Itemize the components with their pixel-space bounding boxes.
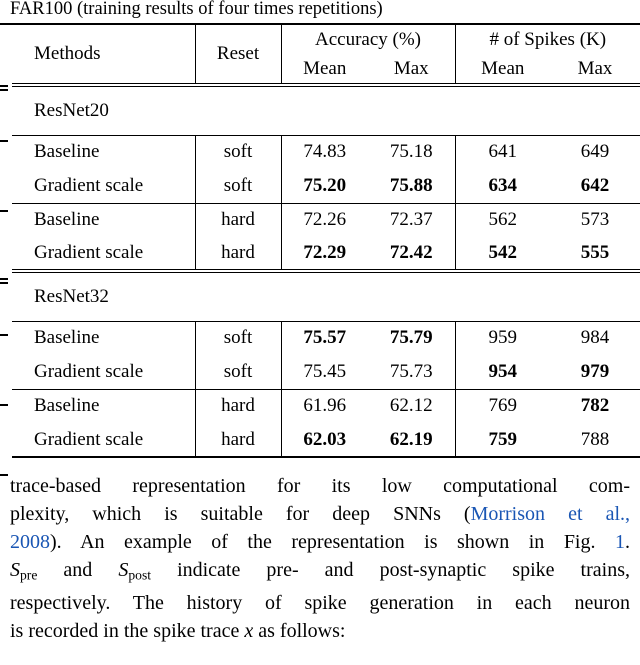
cell-sp-max: 782: [580, 395, 610, 417]
table-row: [12, 389, 640, 423]
cell-reset: hard: [195, 203, 281, 237]
cell-sp-mean: 562: [488, 209, 518, 231]
table-header-row-1: [12, 25, 640, 55]
section-title: ResNet32: [12, 271, 640, 321]
body-line: plexity, which is suitable for deep SNNs (Morrison et al.,: [10, 503, 630, 525]
cell-sp-max: 979: [550, 355, 640, 389]
cell-reset: soft: [195, 169, 281, 203]
body-paragraph: [0, 472, 640, 645]
cell-method: Gradient scale: [12, 237, 195, 271]
cell-sp-max: 573: [580, 209, 610, 231]
section-row-resnet20: [12, 85, 640, 135]
table-row: [12, 355, 640, 389]
left-edge-rule-tick: [0, 278, 8, 284]
cell-sp-mean: 954: [455, 355, 550, 389]
cell-acc-max: 62.12: [368, 389, 455, 423]
header-spikes: # of Spikes (K): [489, 29, 607, 50]
cell-sp-max: 984: [580, 327, 610, 349]
cell-sp-mean: 634: [455, 169, 550, 203]
table-row: [12, 135, 640, 169]
header-accuracy: Accuracy (%): [281, 25, 455, 55]
left-edge-rule-tick: [0, 404, 8, 406]
cell-acc-max: 72.42: [368, 237, 455, 271]
math-subscript: post: [128, 567, 152, 583]
table-caption: FAR100 (training results of four times repetitions): [10, 0, 383, 19]
cell-reset: soft: [195, 321, 281, 355]
math-subscript: pre: [20, 567, 38, 583]
cell-sp-max: 649: [580, 141, 610, 163]
cell-reset: hard: [195, 389, 281, 423]
left-edge-rule-tick: [0, 334, 8, 336]
cell-acc-max: 62.19: [368, 423, 455, 457]
header-reset: Reset: [195, 25, 281, 85]
cell-reset: hard: [195, 423, 281, 457]
body-line: $S_{pre}$ and $S_{post}$ indicate pre- and post-synaptic spike trains,: [10, 559, 630, 583]
cell-sp-mean: 542: [455, 237, 550, 271]
cell-method: Gradient scale: [12, 169, 195, 203]
cell-method: Gradient scale: [12, 423, 195, 457]
cell-acc-mean: 72.29: [281, 237, 368, 271]
cell-reset: soft: [195, 355, 281, 389]
table-row: [12, 203, 640, 237]
body-line: is recorded in the spike trace x as follows:: [10, 620, 346, 643]
cell-acc-max: 75.88: [368, 169, 455, 203]
cell-acc-mean: 72.26: [303, 209, 347, 231]
cell-method: Baseline: [12, 203, 195, 237]
cell-acc-mean: 75.57: [303, 327, 347, 349]
header-sp-mean: Mean: [455, 55, 550, 85]
left-edge-rule-tick: [0, 210, 8, 212]
cell-acc-mean: 75.45: [281, 355, 368, 389]
citation-link[interactable]: 2008: [10, 531, 50, 553]
cell-acc-max: 75.79: [368, 321, 455, 355]
header-acc-max: Max: [368, 55, 455, 85]
cell-acc-max: 75.18: [368, 135, 455, 169]
cell-sp-max: 788: [550, 423, 640, 457]
citation-link[interactable]: Morrison et al.,: [470, 503, 630, 525]
cell-sp-mean: 759: [455, 423, 550, 457]
cell-acc-mean: 74.83: [303, 141, 347, 163]
left-edge-rule-tick: [0, 140, 8, 142]
left-edge-rule-tick: [0, 85, 8, 91]
math-symbol: S: [10, 559, 20, 581]
cell-method: Baseline: [12, 389, 195, 423]
table-row: [12, 237, 640, 271]
header-acc-mean: Mean: [281, 55, 368, 85]
table-row: [12, 169, 640, 203]
section-row-resnet32: [12, 271, 640, 321]
body-line: 2008). An example of the representation is shown in Fig. 1.: [10, 531, 630, 553]
cell-sp-mean: 959: [488, 327, 518, 349]
body-line: respectively. The history of spike generation in each neuron: [10, 592, 630, 615]
results-table: [12, 25, 640, 458]
cell-acc-max: 75.73: [368, 355, 455, 389]
figure-ref-link[interactable]: 1: [615, 531, 625, 553]
cell-sp-max: 642: [550, 169, 640, 203]
cell-method: Baseline: [12, 135, 195, 169]
cell-acc-mean: 61.96: [303, 395, 347, 417]
cell-sp-mean: 769: [488, 395, 518, 417]
cell-sp-mean: 641: [488, 141, 518, 163]
cell-reset: soft: [195, 135, 281, 169]
header-sp-max: Max: [550, 55, 640, 85]
section-title: ResNet20: [12, 85, 640, 135]
cell-method: Gradient scale: [12, 355, 195, 389]
cell-reset: hard: [195, 237, 281, 271]
cell-acc-mean: 75.20: [281, 169, 368, 203]
math-symbol: S: [118, 559, 129, 581]
cell-acc-mean: 62.03: [281, 423, 368, 457]
left-edge-rule-tick: [0, 474, 8, 476]
table-row: [12, 423, 640, 457]
header-methods: Methods: [12, 25, 195, 85]
math-symbol: x: [244, 620, 254, 643]
cell-method: Baseline: [12, 321, 195, 355]
body-line: trace-based representation for its low computational com-: [10, 475, 630, 497]
cell-acc-max: 72.37: [368, 203, 455, 237]
cell-sp-max: 555: [550, 237, 640, 271]
table-row: [12, 321, 640, 355]
